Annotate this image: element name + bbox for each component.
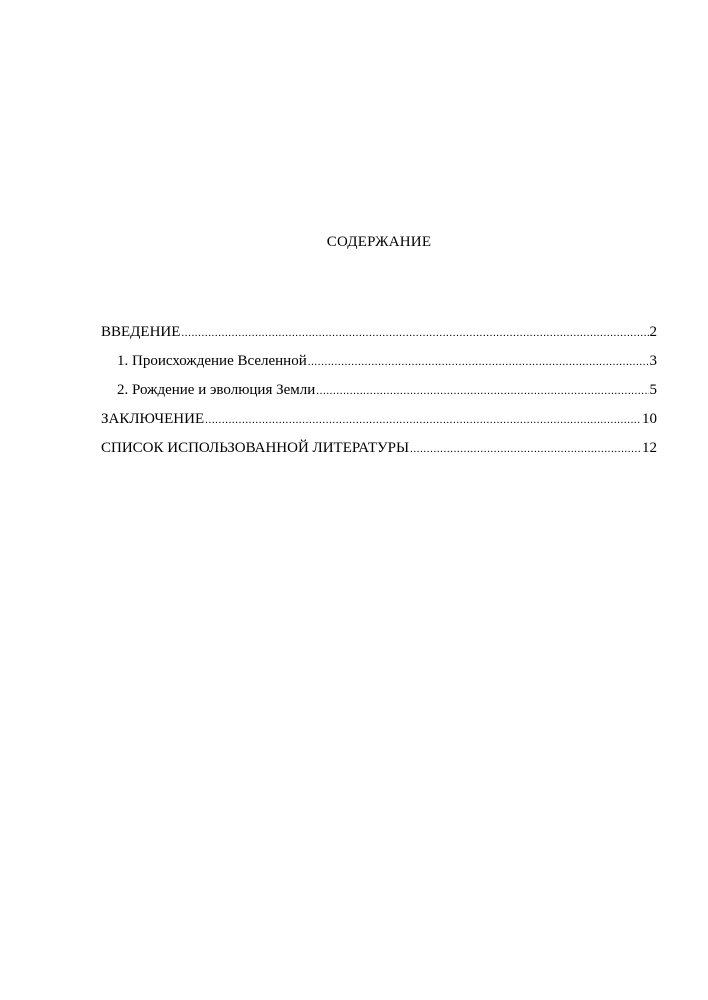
toc-heading: СОДЕРЖАНИЕ [326, 234, 432, 250]
toc-page-number: 10 [642, 411, 657, 427]
toc-entry-origin-of-universe[interactable] [101, 350, 657, 379]
toc-dot-leader [205, 409, 641, 431]
toc-dot-leader [410, 438, 641, 460]
toc-entry-label: 1. Происхождение Вселенной [117, 353, 307, 369]
toc-entry-introduction[interactable] [101, 321, 657, 350]
toc-entry-birth-of-earth[interactable] [101, 379, 657, 408]
toc-entry-conclusion[interactable] [101, 408, 657, 437]
toc-dot-leader [308, 351, 649, 373]
toc-entry-references[interactable] [101, 437, 657, 466]
toc-entry-label: СПИСОК ИСПОЛЬЗОВАННОЙ ЛИТЕРАТУРЫ [101, 440, 410, 456]
table-of-contents [101, 321, 657, 466]
toc-entry-label: ВВЕДЕНИЕ [101, 324, 181, 340]
toc-page-number: 3 [649, 353, 657, 369]
toc-page-number: 5 [649, 382, 657, 398]
toc-dot-leader [316, 380, 648, 402]
toc-dot-leader [181, 322, 648, 344]
toc-entry-label: 2. Рождение и эволюция Земли [117, 382, 316, 398]
toc-entry-label: ЗАКЛЮЧЕНИЕ [101, 411, 205, 427]
toc-page-number: 2 [649, 324, 657, 340]
toc-page-number: 12 [642, 440, 657, 456]
